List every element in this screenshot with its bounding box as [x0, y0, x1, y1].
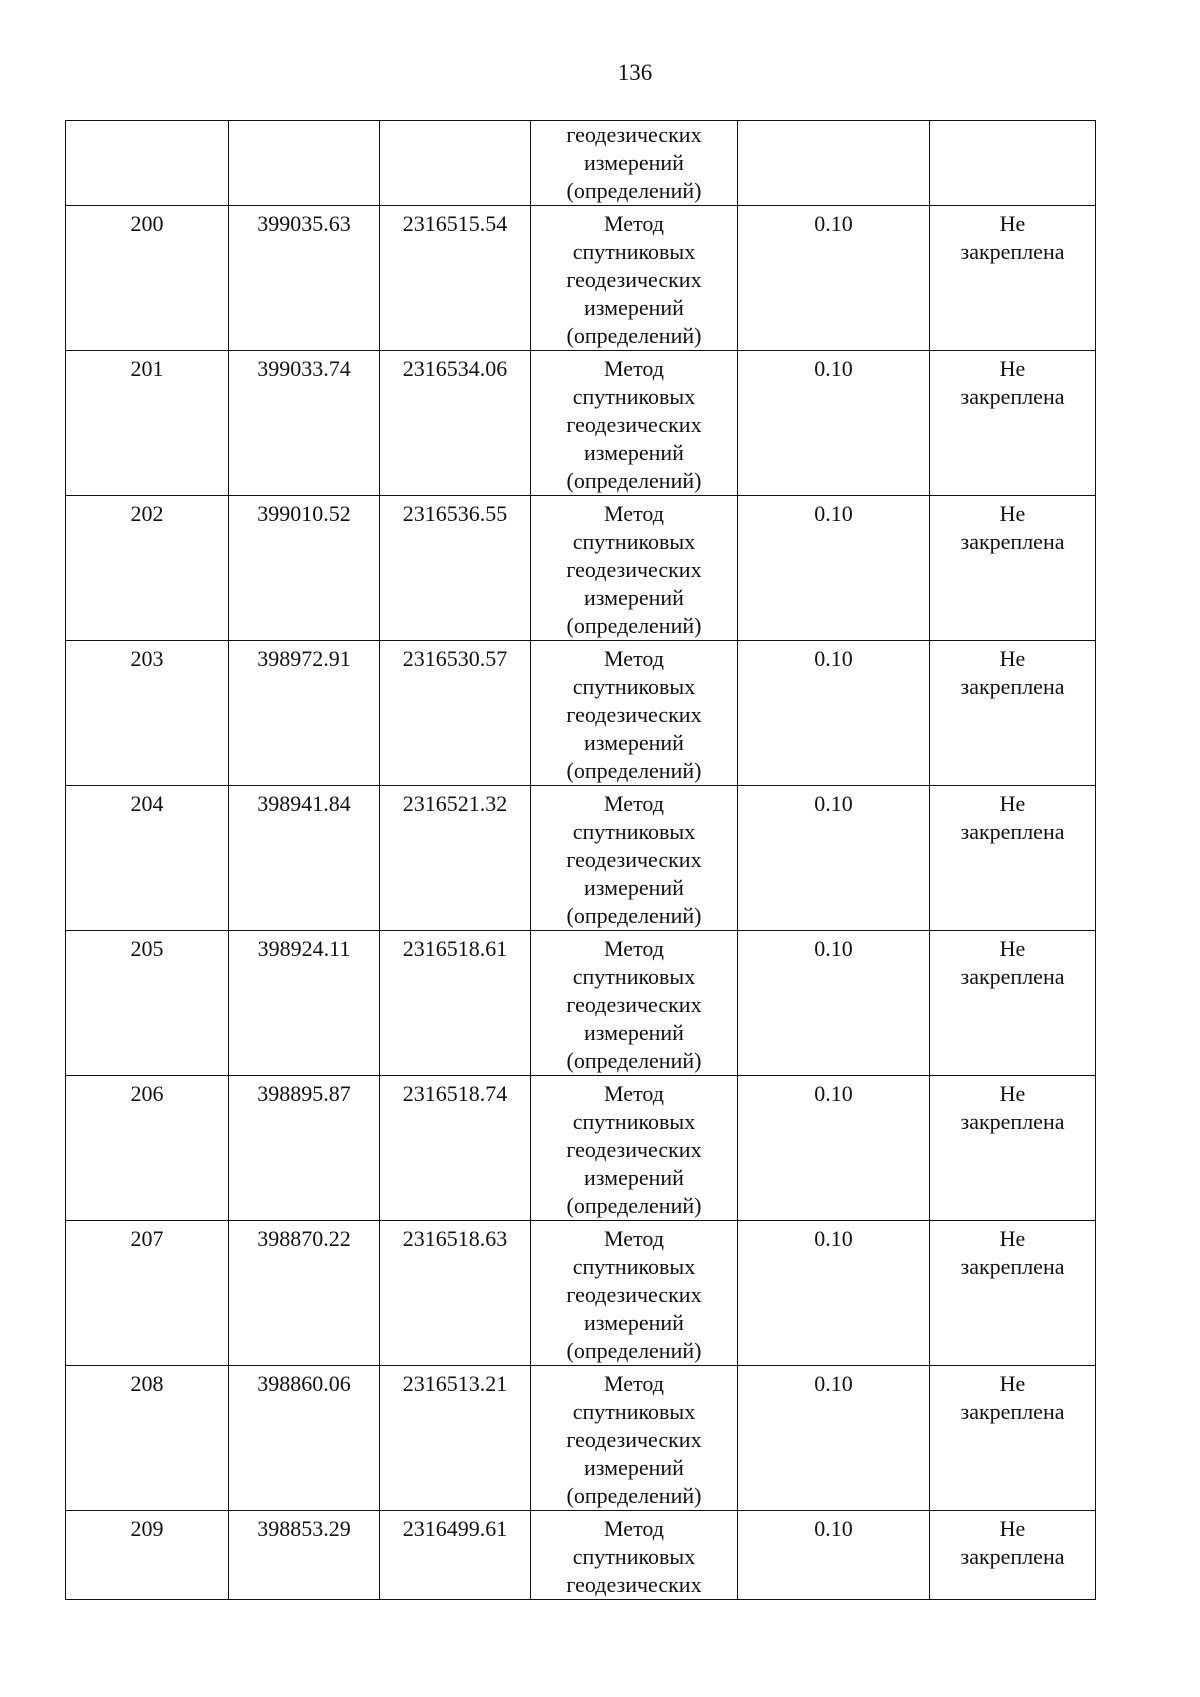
fixation-text: закреплена — [960, 964, 1065, 989]
y-coordinate-cell — [380, 641, 531, 786]
x-coordinate-cell — [229, 206, 380, 351]
fixation-text: закреплена — [960, 1109, 1065, 1134]
accuracy-cell — [738, 496, 930, 641]
method-text: (определений) — [566, 1193, 702, 1218]
point-number-text: 203 — [130, 646, 164, 671]
fixation-cell — [930, 121, 1096, 206]
point-number-cell — [66, 496, 229, 641]
table-row — [66, 786, 1096, 931]
x-coordinate-cell — [229, 931, 380, 1076]
method-text: измерений — [584, 730, 684, 755]
x-coordinate-cell — [229, 1221, 380, 1366]
method-text: измерений — [584, 1310, 684, 1335]
y-coordinate-cell — [380, 1076, 531, 1221]
method-cell — [531, 641, 738, 786]
y-coordinate-cell — [380, 206, 531, 351]
accuracy-cell — [738, 1076, 930, 1221]
accuracy-cell — [738, 351, 930, 496]
x-coordinate-text: 399010.52 — [257, 501, 351, 526]
accuracy-cell — [738, 1221, 930, 1366]
method-cell — [531, 931, 738, 1076]
method-text: геодезических — [566, 557, 702, 582]
accuracy-text: 0.10 — [814, 356, 853, 381]
y-coordinate-text: 2316536.55 — [402, 501, 508, 526]
x-coordinate-cell — [229, 351, 380, 496]
method-text: геодезических — [566, 1282, 702, 1307]
method-text: спутниковых — [572, 674, 696, 699]
x-coordinate-cell — [229, 786, 380, 931]
y-coordinate-cell — [380, 121, 531, 206]
y-coordinate-text: 2316534.06 — [402, 356, 508, 381]
table-row — [66, 351, 1096, 496]
method-text: Метод — [604, 211, 664, 236]
method-text: измерений — [584, 1020, 684, 1045]
coordinates-table — [65, 120, 1096, 1600]
table-row — [66, 1221, 1096, 1366]
fixation-cell — [930, 496, 1096, 641]
accuracy-text: 0.10 — [814, 1226, 853, 1251]
point-number-text: 202 — [130, 501, 164, 526]
coordinates-table-body — [66, 121, 1096, 1600]
method-cell — [531, 496, 738, 641]
fixation-cell — [930, 1511, 1096, 1600]
y-coordinate-cell — [380, 931, 531, 1076]
method-text: спутниковых — [572, 384, 696, 409]
fixation-text: Не — [999, 1516, 1026, 1541]
method-text: Метод — [604, 1371, 664, 1396]
y-coordinate-cell — [380, 1221, 531, 1366]
method-cell — [531, 786, 738, 931]
table-row — [66, 641, 1096, 786]
method-text: измерений — [584, 440, 684, 465]
point-number-cell — [66, 121, 229, 206]
x-coordinate-cell — [229, 641, 380, 786]
method-text: геодезических — [566, 992, 702, 1017]
fixation-text: Не — [999, 1371, 1026, 1396]
table-row — [66, 496, 1096, 641]
fixation-cell — [930, 206, 1096, 351]
method-text: (определений) — [566, 758, 702, 783]
y-coordinate-text: 2316513.21 — [402, 1371, 508, 1396]
x-coordinate-cell — [229, 1511, 380, 1600]
table-row — [66, 1366, 1096, 1511]
method-text: геодезических — [566, 1137, 702, 1162]
table-row-continuation — [66, 121, 1096, 206]
fixation-cell — [930, 786, 1096, 931]
method-text: Метод — [604, 646, 664, 671]
x-coordinate-cell — [229, 1076, 380, 1221]
y-coordinate-cell — [380, 351, 531, 496]
table-row — [66, 206, 1096, 351]
method-text: спутниковых — [572, 1254, 696, 1279]
method-text: (определений) — [566, 468, 702, 493]
method-text: (определений) — [566, 903, 702, 928]
x-coordinate-text: 398941.84 — [257, 791, 351, 816]
fixation-cell — [930, 1366, 1096, 1511]
x-coordinate-text: 398895.87 — [257, 1081, 351, 1106]
accuracy-text: 0.10 — [814, 936, 853, 961]
method-line: измерений — [584, 150, 684, 175]
method-text: (определений) — [566, 1483, 702, 1508]
fixation-text: Не — [999, 791, 1026, 816]
fixation-text: Не — [999, 356, 1026, 381]
fixation-text: закреплена — [960, 1399, 1065, 1424]
method-text: геодезических — [566, 1572, 702, 1597]
fixation-text: закреплена — [960, 384, 1065, 409]
method-cell — [531, 1366, 738, 1511]
x-coordinate-text: 398853.29 — [257, 1516, 351, 1541]
point-number-text: 204 — [130, 791, 164, 816]
accuracy-cell — [738, 206, 930, 351]
x-coordinate-cell — [229, 496, 380, 641]
y-coordinate-text: 2316521.32 — [402, 791, 508, 816]
method-text: (определений) — [566, 1048, 702, 1073]
x-coordinate-cell — [229, 121, 380, 206]
point-number-text: 201 — [130, 356, 164, 381]
method-text: спутниковых — [572, 239, 696, 264]
method-text: (определений) — [566, 323, 702, 348]
page-number: 136 — [617, 60, 653, 85]
accuracy-cell — [738, 641, 930, 786]
point-number-text: 205 — [130, 936, 164, 961]
method-cell — [531, 1511, 738, 1600]
method-text: спутниковых — [572, 819, 696, 844]
method-cell — [531, 1076, 738, 1221]
table-row — [66, 1511, 1096, 1600]
x-coordinate-text: 399035.63 — [257, 211, 351, 236]
x-coordinate-text: 398860.06 — [257, 1371, 351, 1396]
fixation-text: Не — [999, 211, 1026, 236]
method-text: Метод — [604, 501, 664, 526]
point-number-cell — [66, 786, 229, 931]
point-number-cell — [66, 1511, 229, 1600]
fixation-text: Не — [999, 501, 1026, 526]
method-text: геодезических — [566, 1427, 702, 1452]
method-text: Метод — [604, 1226, 664, 1251]
method-text: спутниковых — [572, 964, 696, 989]
fixation-cell — [930, 351, 1096, 496]
point-number-cell — [66, 1366, 229, 1511]
x-coordinate-text: 398924.11 — [257, 936, 351, 961]
point-number-cell — [66, 641, 229, 786]
y-coordinate-cell — [380, 1366, 531, 1511]
method-text: Метод — [604, 356, 664, 381]
y-coordinate-text: 2316518.74 — [402, 1081, 508, 1106]
y-coordinate-cell — [380, 1511, 531, 1600]
point-number-text: 200 — [130, 211, 164, 236]
method-text: Метод — [604, 1516, 664, 1541]
point-number-text: 207 — [130, 1226, 164, 1251]
fixation-cell — [930, 1076, 1096, 1221]
x-coordinate-cell — [229, 1366, 380, 1511]
method-text: спутниковых — [572, 1399, 696, 1424]
x-coordinate-text: 398972.91 — [257, 646, 351, 671]
fixation-text: Не — [999, 1081, 1026, 1106]
y-coordinate-text: 2316499.61 — [402, 1516, 508, 1541]
fixation-text: Не — [999, 1226, 1026, 1251]
point-number-cell — [66, 931, 229, 1076]
accuracy-cell — [738, 1511, 930, 1600]
fixation-cell — [930, 641, 1096, 786]
y-coordinate-cell — [380, 786, 531, 931]
fixation-cell — [930, 1221, 1096, 1366]
method-text: геодезических — [566, 267, 702, 292]
x-coordinate-text: 399033.74 — [257, 356, 351, 381]
y-coordinate-text: 2316530.57 — [402, 646, 508, 671]
accuracy-text: 0.10 — [814, 646, 853, 671]
y-coordinate-cell — [380, 496, 531, 641]
fixation-text: закреплена — [960, 1544, 1065, 1569]
method-text: измерений — [584, 585, 684, 610]
method-text: геодезических — [566, 412, 702, 437]
method-cell — [531, 351, 738, 496]
fixation-text: Не — [999, 936, 1026, 961]
method-text: Метод — [604, 1081, 664, 1106]
method-text: спутниковых — [572, 1109, 696, 1134]
point-number-cell — [66, 1221, 229, 1366]
method-text: измерений — [584, 295, 684, 320]
method-text: измерений — [584, 1165, 684, 1190]
method-text: (определений) — [566, 1338, 702, 1363]
method-text: измерений — [584, 875, 684, 900]
method-cell — [531, 121, 738, 206]
fixation-text: закреплена — [960, 674, 1065, 699]
accuracy-cell — [738, 121, 930, 206]
method-text: Метод — [604, 791, 664, 816]
fixation-text: закреплена — [960, 239, 1065, 264]
fixation-text: Не — [999, 646, 1026, 671]
table-row — [66, 931, 1096, 1076]
point-number-text: 209 — [130, 1516, 164, 1541]
accuracy-cell — [738, 1366, 930, 1511]
method-line: (определений) — [566, 178, 702, 203]
point-number-cell — [66, 1076, 229, 1221]
accuracy-text: 0.10 — [814, 791, 853, 816]
method-text: геодезических — [566, 847, 702, 872]
point-number-cell — [66, 206, 229, 351]
x-coordinate-text: 398870.22 — [257, 1226, 351, 1251]
method-text: спутниковых — [572, 529, 696, 554]
fixation-text: закреплена — [960, 529, 1065, 554]
method-cell — [531, 206, 738, 351]
point-number-text: 206 — [130, 1081, 164, 1106]
y-coordinate-text: 2316515.54 — [402, 211, 508, 236]
y-coordinate-text: 2316518.63 — [402, 1226, 508, 1251]
method-text: (определений) — [566, 613, 702, 638]
accuracy-text: 0.10 — [814, 1371, 853, 1396]
point-number-cell — [66, 351, 229, 496]
point-number-text: 208 — [130, 1371, 164, 1396]
method-line: геодезических — [566, 122, 702, 147]
accuracy-cell — [738, 931, 930, 1076]
fixation-text: закреплена — [960, 819, 1065, 844]
table-row — [66, 1076, 1096, 1221]
y-coordinate-text: 2316518.61 — [402, 936, 508, 961]
accuracy-text: 0.10 — [814, 1516, 853, 1541]
accuracy-text: 0.10 — [814, 211, 853, 236]
fixation-cell — [930, 931, 1096, 1076]
accuracy-text: 0.10 — [814, 501, 853, 526]
accuracy-text: 0.10 — [814, 1081, 853, 1106]
method-text: геодезических — [566, 702, 702, 727]
method-text: спутниковых — [572, 1544, 696, 1569]
accuracy-cell — [738, 786, 930, 931]
fixation-text: закреплена — [960, 1254, 1065, 1279]
method-cell — [531, 1221, 738, 1366]
method-text: Метод — [604, 936, 664, 961]
method-text: измерений — [584, 1455, 684, 1480]
